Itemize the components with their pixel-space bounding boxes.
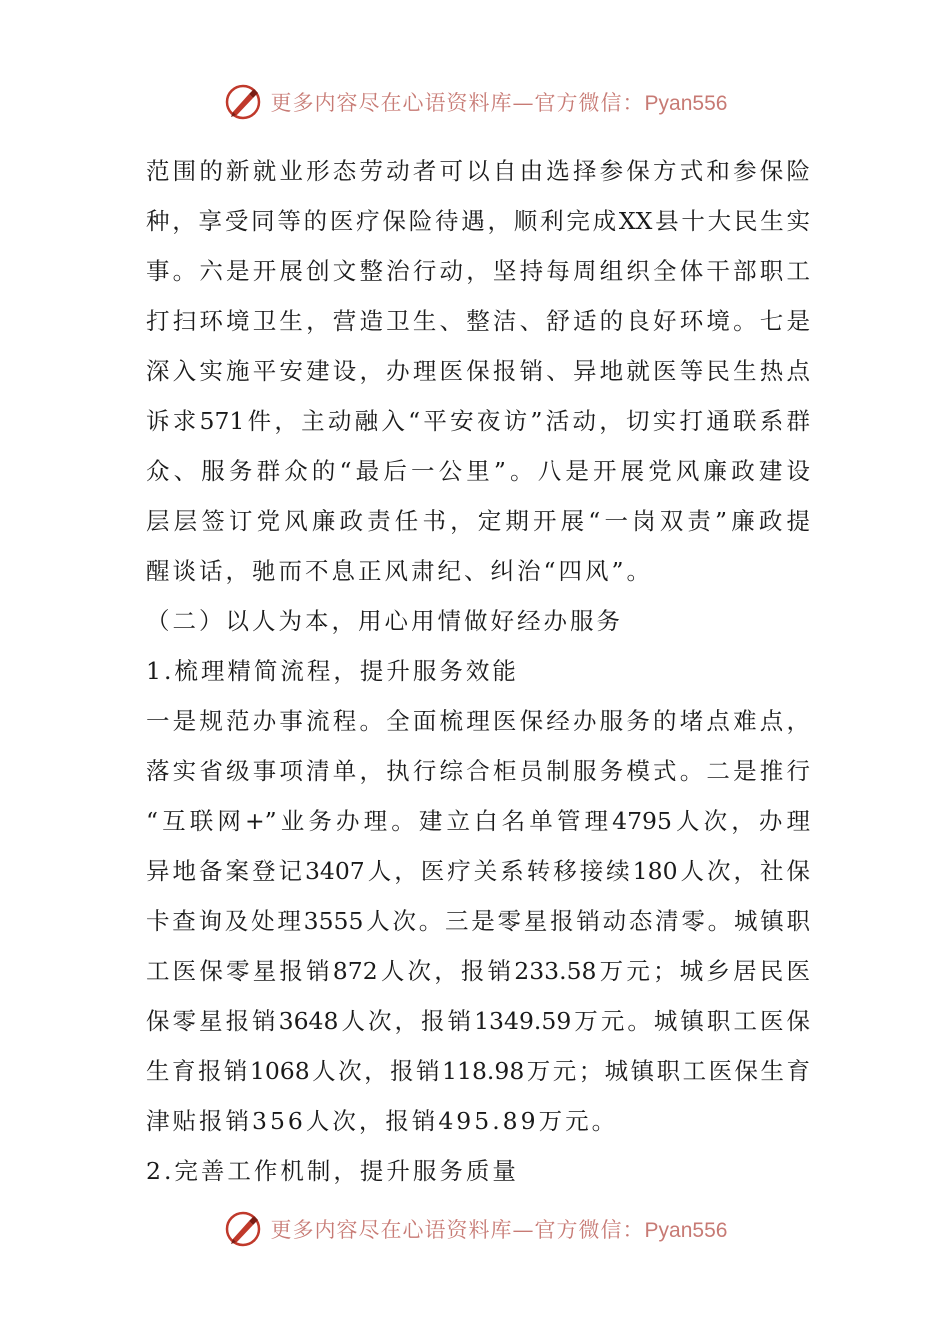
text-line: 深入实施平安建设，办理医保报销、异地就医等民生热点 [146,357,810,385]
pen-logo-icon [223,1209,263,1249]
footer-watermark [0,1207,950,1251]
text-line: 层层签订党风廉政责任书，定期开展“一岗双责”廉政提 [146,507,810,535]
text-line: “互联网+”业务办理。建立白名单管理4795人次，办理 [146,807,810,835]
text-line: 一是规范办事流程。全面梳理医保经办服务的堵点难点， [146,707,810,735]
watermark-text: 更多内容尽在心语资料库—官方微信：Pyan556 [270,1218,728,1242]
text-line: 打扫环境卫生，营造卫生、整洁、舒适的良好环境。七是 [146,307,810,335]
text-line: 众、服务群众的“最后一公里”。八是开展党风廉政建设 [146,457,810,485]
subsection-heading: 1.梳理精简流程，提升服务效能 [146,657,519,685]
section-heading: （二）以人为本，用心用情做好经办服务 [146,607,623,635]
header-watermark [0,80,950,124]
watermark-text: 更多内容尽在心语资料库—官方微信：Pyan556 [270,91,728,115]
text-line: 事。六是开展创文整治行动，坚持每周组织全体干部职工 [146,257,810,285]
text-line: 异地备案登记3407人，医疗关系转移接续180人次，社保 [146,857,810,885]
text-line: 卡查询及处理3555人次。三是零星报销动态清零。城镇职 [146,907,810,935]
text-line: 醒谈话，驰而不息正风肃纪、纠治“四风”。 [146,557,654,585]
document-body [146,146,810,1196]
text-line: 诉求571件，主动融入“平安夜访”活动，切实打通联系群 [146,407,810,435]
text-line: 范围的新就业形态劳动者可以自由选择参保方式和参保险 [146,157,810,185]
text-line: 种，享受同等的医疗保险待遇，顺利完成XX县十大民生实 [146,207,810,235]
pen-logo-icon [223,82,263,122]
text-line: 保零星报销3648人次，报销1349.59万元。城镇职工医保 [146,1007,810,1035]
text-line: 津贴报销356人次，报销495.89万元。 [146,1107,619,1135]
text-line: 落实省级事项清单，执行综合柜员制服务模式。二是推行 [146,757,810,785]
text-line: 生育报销1068人次，报销118.98万元；城镇职工医保生育 [146,1057,810,1085]
text-line: 工医保零星报销872人次，报销233.58万元；城乡居民医 [146,957,810,985]
subsection-heading: 2.完善工作机制，提升服务质量 [146,1157,519,1185]
